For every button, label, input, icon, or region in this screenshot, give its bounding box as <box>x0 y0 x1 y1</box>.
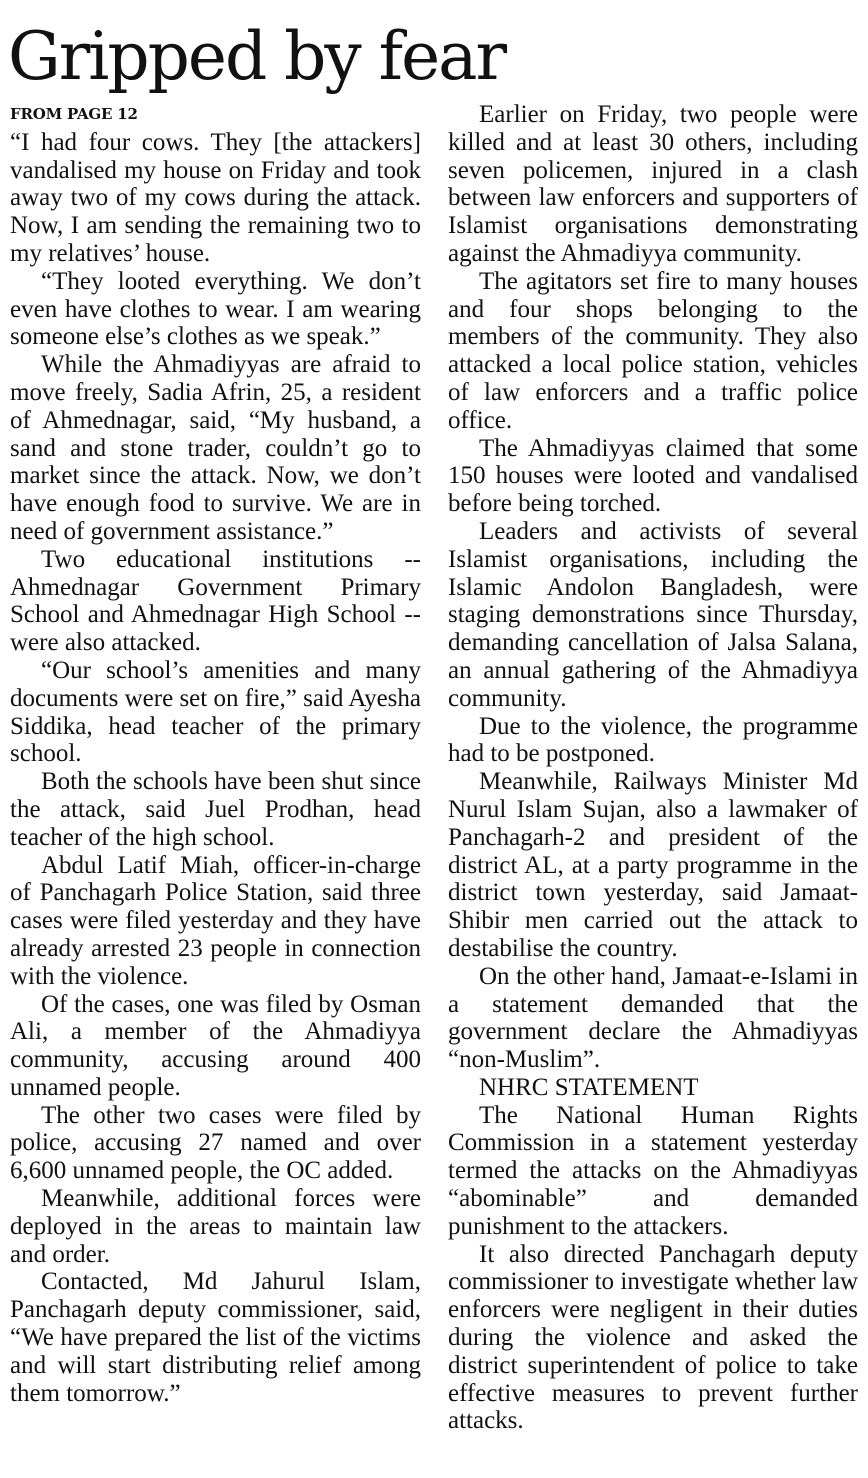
article-column-left <box>10 101 421 1407</box>
article-column-right <box>448 101 858 1435</box>
paragraph: Due to the violence, the programme had to be postponed. <box>448 712 858 768</box>
paragraph: “Our school’s amenities and many documents were set on fire,” said Ayesha Siddika, head teacher of the primary school. <box>10 656 421 768</box>
subheading: NHRC STATEMENT <box>479 1073 699 1101</box>
paragraph: The other two cases were filed by police, accusing 27 named and over 6,600 unnamed people, the OC added. <box>10 1101 421 1185</box>
paragraph: Two educational institutions -- Ahmednagar Government Primary School and Ahmednagar High School -- were also attacked. <box>10 545 421 657</box>
paragraph: Meanwhile, additional forces were deployed in the areas to maintain law and order. <box>10 1185 421 1268</box>
paragraph: “I had four cows. They [the attackers] vandalised my house on Friday and took away two of my cows during the attack. Now, I am sending the remaining two to my relatives’ house. <box>10 128 421 267</box>
paragraph: Earlier on Friday, two people were killed and at least 30 others, including seven policemen, injured in a clash between law enforcers and supporters of Islamist organisations demonstrating against the Ahmadiyya community. <box>448 101 858 267</box>
paragraph: Contacted, Md Jahurul Islam, Panchagarh deputy commissioner, said, “We have prepared the list of the victims and will start distributing relief among them tomorrow.” <box>10 1268 421 1407</box>
paragraph: It also directed Panchagarh deputy commissioner to investigate whether law enforcers were negligent in their duties during the violence and asked the district superintendent of police to take effective measures to prevent further attacks. <box>448 1240 858 1435</box>
paragraph: The National Human Rights Commission in a statement yesterday termed the attacks on the Ahmadiyyas “abominable” and demanded punishment to the attackers. <box>448 1101 858 1240</box>
headline: Gripped by fear <box>8 18 506 95</box>
kicker-from-page: FROM PAGE 12 <box>10 105 138 123</box>
paragraph: Abdul Latif Miah, officer-in-charge of Panchagarh Police Station, said three cases were filed yesterday and they have already arrested 23 people in connection with the violence. <box>10 851 421 990</box>
paragraph: Meanwhile, Railways Minister Md Nurul Islam Sujan, also a lawmaker of Panchagarh-2 and president of the district AL, at a party programme in the district town yesterday, said Jamaat-Shibir men carried out the attack to destabilise the country. <box>448 768 858 962</box>
paragraph: “They looted everything. We don’t even have clothes to wear. I am wearing someone else’s clothes as we speak.” <box>10 267 421 351</box>
paragraph: Of the cases, one was filed by Osman Ali, a member of the Ahmadiyya community, accusing around 400 unnamed people. <box>10 990 421 1101</box>
paragraph: On the other hand, Jamaat-e-Islami in a statement demanded that the government declare the Ahmadiyyas “non-Muslim”. <box>448 962 858 1074</box>
paragraph: Both the schools have been shut since the attack, said Juel Prodhan, head teacher of the high school. <box>10 768 421 851</box>
paragraph: The agitators set fire to many houses and four shops belonging to the members of the community. They also attacked a local police station, vehicles of law enforcers and a traffic police office. <box>448 267 858 434</box>
paragraph: The Ahmadiyyas claimed that some 150 houses were looted and vandalised before being torched. <box>448 434 858 518</box>
paragraph: Leaders and activists of several Islamist organisations, including the Islamic Andolon Bangladesh, were staging demonstrations since Thursday, demanding cancellation of Jalsa Salana, an annual gathering of the Ahmadiyya community. <box>448 517 858 712</box>
paragraph: While the Ahmadiyyas are afraid to move freely, Sadia Afrin, 25, a resident of Ahmednagar, said, “My husband, a sand and stone trader, couldn’t go to market since the attack. Now, we don’t have enough food to survive. We are in need of government assistance.” <box>10 351 421 545</box>
